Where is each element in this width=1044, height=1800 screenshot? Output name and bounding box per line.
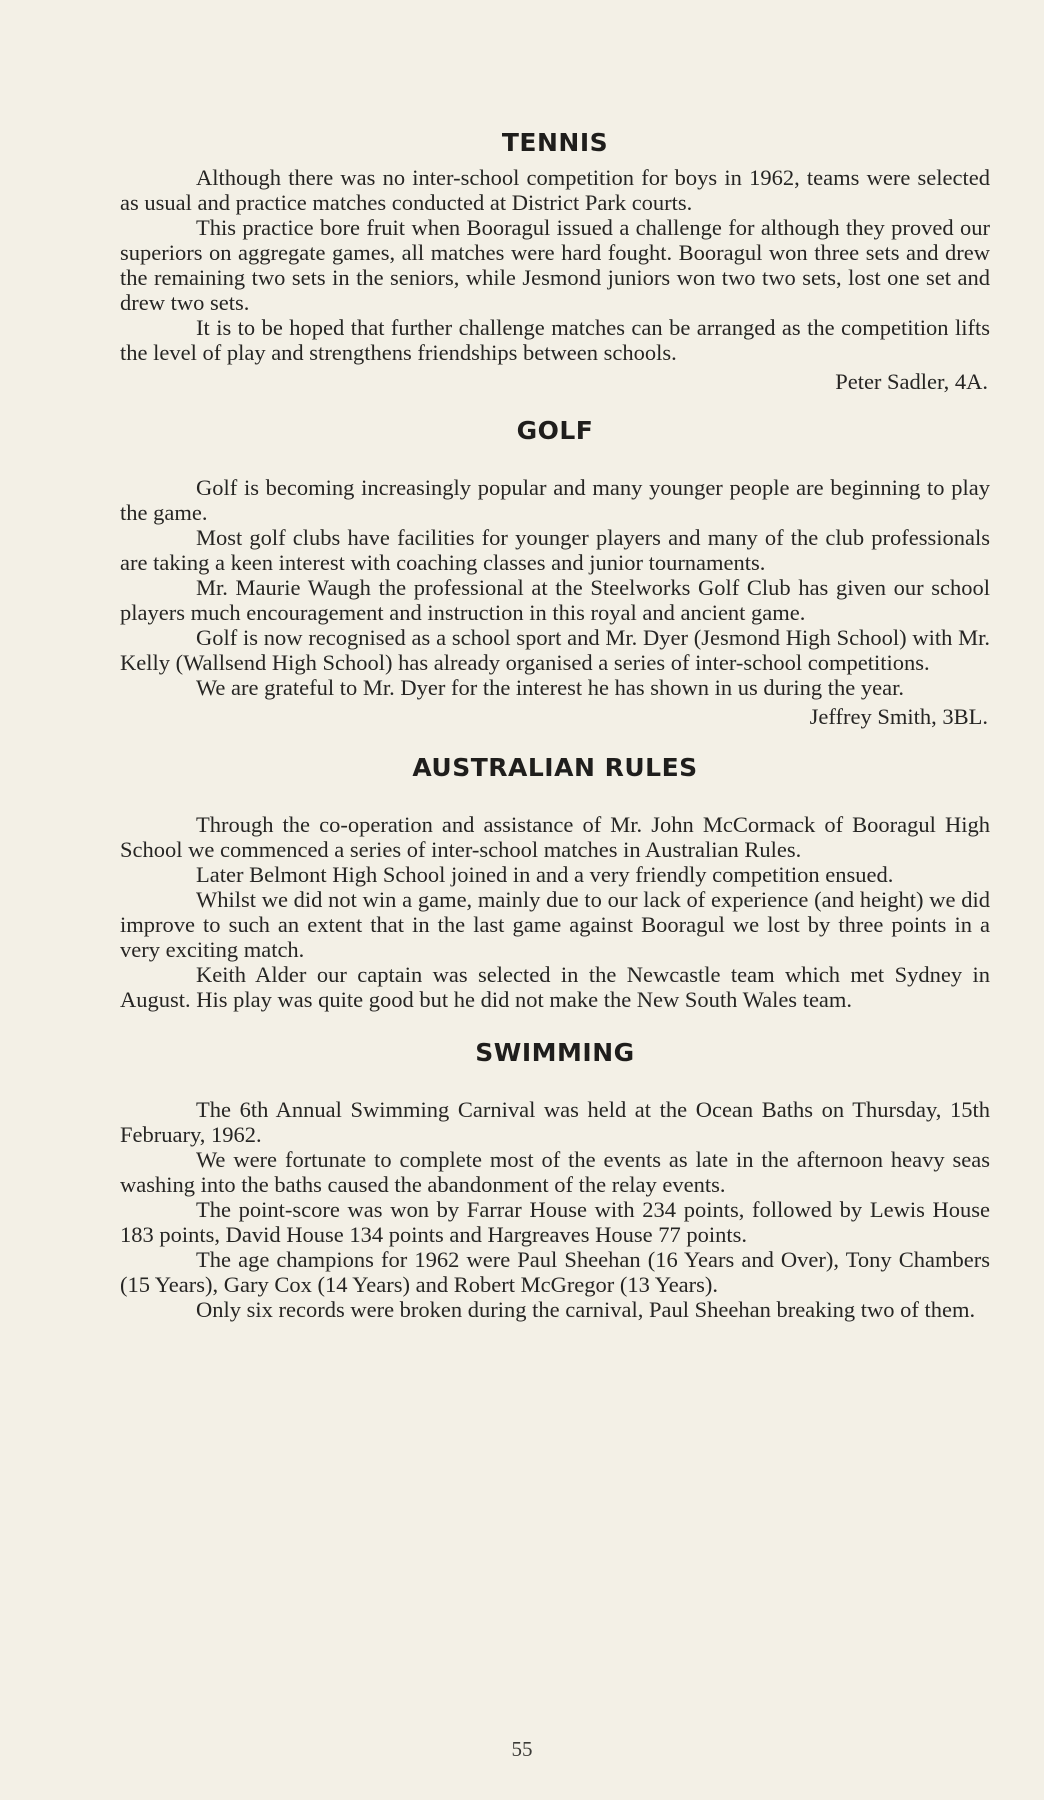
paragraph: This practice bore fruit when Booragul issued a challenge for although they proved our superiors on aggregate games, all matches were hard fought. Booragul won three sets and drew the remaining two sets in the seniors, while Jesmond juniors won two two sets, lost one set and drew two sets.	[120, 215, 990, 315]
paragraph: Mr. Maurie Waugh the professional at the Steelworks Golf Club has given our school players much encouragement and instruction in this royal and ancient game.	[120, 575, 990, 625]
section-heading: SWIMMING	[475, 1038, 635, 1067]
section-heading: GOLF	[516, 416, 594, 445]
page-number: 55	[511, 1737, 533, 1761]
paragraph: Golf is becoming increasingly popular and many younger people are beginning to play the game.	[120, 475, 990, 525]
section-tennis	[120, 128, 990, 394]
section-heading: AUSTRALIAN RULES	[412, 753, 698, 782]
section-golf	[120, 416, 990, 729]
author-signature: Jeffrey Smith, 3BL.	[809, 704, 988, 729]
paragraph: The point-score was won by Farrar House with 234 points, followed by Lewis House 183 points, David House 134 points and Hargreaves House 77 points.	[120, 1197, 990, 1247]
paragraph: The 6th Annual Swimming Carnival was held at the Ocean Baths on Thursday, 15th February, 1962.	[120, 1097, 990, 1147]
author-signature: Peter Sadler, 4A.	[835, 369, 988, 394]
section-swimming	[120, 1038, 990, 1322]
paragraph: Golf is now recognised as a school sport and Mr. Dyer (Jesmond High School) with Mr. Kelly (Wallsend High School) has already organised a series of inter-school competitions.	[120, 625, 990, 675]
paragraph: We were fortunate to complete most of the events as late in the afternoon heavy seas washing into the baths caused the abandonment of the relay events.	[120, 1147, 990, 1197]
paragraph: Keith Alder our captain was selected in the Newcastle team which met Sydney in August. His play was quite good but he did not make the New South Wales team.	[120, 962, 990, 1012]
paragraph: We are grateful to Mr. Dyer for the interest he has shown in us during the year.	[196, 675, 904, 700]
paragraph: Whilst we did not win a game, mainly due to our lack of experience (and height) we did improve to such an extent that in the last game against Booragul we lost by three points in a very exciting match.	[120, 887, 990, 962]
section-heading: TENNIS	[501, 128, 609, 157]
section-australian-rules	[120, 753, 990, 1012]
paragraph: Although there was no inter-school competition for boys in 1962, teams were selected as usual and practice matches conducted at District Park courts.	[120, 165, 990, 215]
paragraph: It is to be hoped that further challenge matches can be arranged as the competition lifts the level of play and strengthens friendships between schools.	[120, 315, 990, 365]
paragraph: Later Belmont High School joined in and a very friendly competition ensued.	[196, 862, 894, 887]
paragraph: Only six records were broken during the carnival, Paul Sheehan breaking two of them.	[196, 1297, 976, 1322]
paragraph: Most golf clubs have facilities for younger players and many of the club professionals are taking a keen interest with coaching classes and junior tournaments.	[120, 525, 990, 575]
article-column	[120, 128, 990, 1322]
paragraph: The age champions for 1962 were Paul Sheehan (16 Years and Over), Tony Chambers (15 Years), Gary Cox (14 Years) and Robert McGregor (13 Years).	[120, 1247, 990, 1297]
paragraph: Through the co-operation and assistance of Mr. John McCormack of Booragul High School we commenced a series of inter-school matches in Australian Rules.	[120, 812, 990, 862]
